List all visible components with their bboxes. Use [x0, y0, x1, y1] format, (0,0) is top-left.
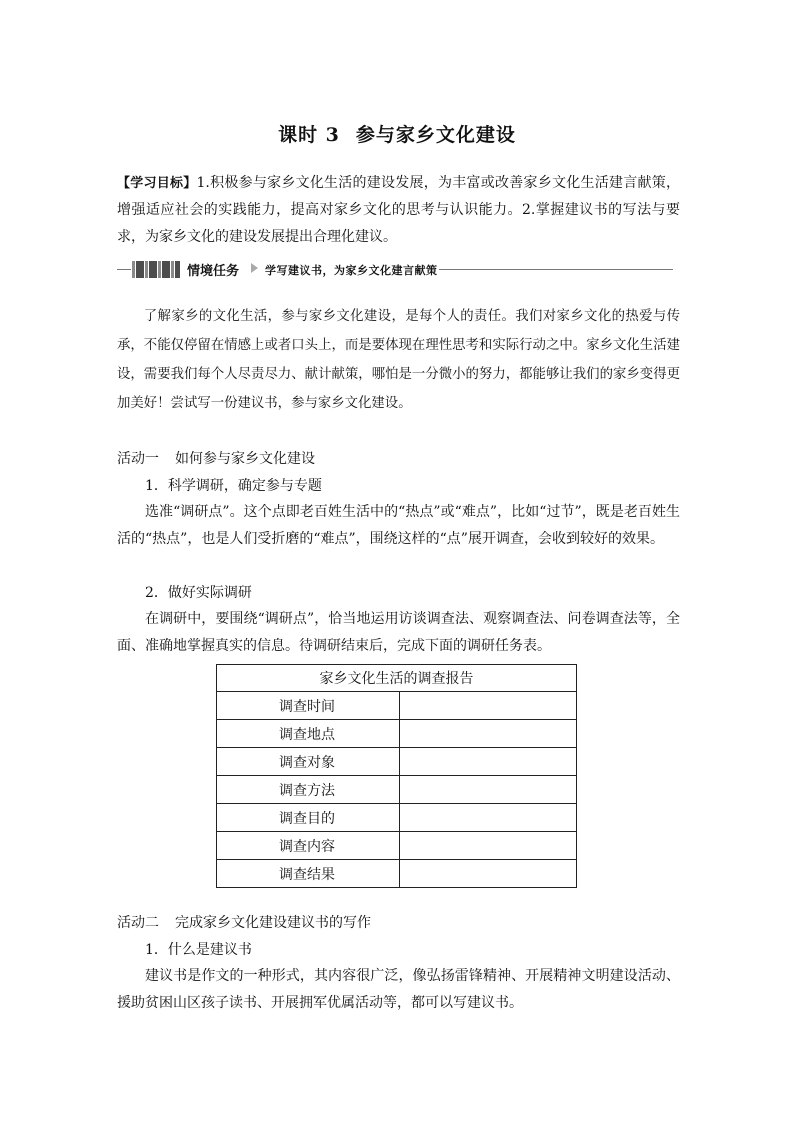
table-row	[217, 860, 577, 888]
survey-row-label	[217, 804, 400, 832]
survey-table-caption: 家乡文化生活的调查报告	[217, 665, 577, 692]
survey-row-label-text: 调查目的	[279, 810, 335, 827]
survey-table-body	[217, 692, 577, 888]
learning-goals	[117, 170, 680, 251]
survey-row-label	[217, 720, 400, 748]
survey-row-label-text: 调查对象	[279, 754, 335, 771]
survey-row-label	[217, 860, 400, 888]
triangle-arrow-icon	[251, 263, 258, 273]
task-banner	[117, 258, 673, 282]
survey-table-caption-row	[217, 665, 577, 692]
table-row	[217, 832, 577, 860]
survey-report-table	[216, 664, 577, 888]
survey-row-answer-cell[interactable]	[400, 832, 577, 860]
survey-row-answer-cell[interactable]	[400, 692, 577, 720]
activity-one-label: 活动一	[117, 451, 159, 467]
table-row	[217, 748, 577, 776]
activity-two-step-one-text: 建议书是作文的一种形式，其内容很广泛，像弘扬雷锋精神、开展精神文明建设活动、援助贫困山区孩子读书、开展拥军优属活动等，都可以写建议书。	[117, 968, 680, 1011]
survey-row-label	[217, 776, 400, 804]
table-row	[217, 692, 577, 720]
activity-one-step-two-text: 在调研中，要围绕“调研点”，恰当地运用访谈调查法、观察调查法、问卷调查法等，全面、准确地掌握真实的信息。待调研结束后，完成下面的调研任务表。	[117, 611, 680, 654]
activity-one-heading	[117, 447, 315, 471]
banner-task: 学写建议书，为家乡文化建言献策	[265, 264, 438, 277]
survey-row-answer-cell[interactable]	[400, 804, 577, 832]
survey-row-label-text: 调查地点	[279, 726, 335, 743]
activity-two-heading	[117, 911, 371, 935]
survey-row-label-text: 调查内容	[279, 838, 335, 855]
activity-two-label: 活动二	[117, 915, 159, 931]
survey-row-label-text: 调查时间	[279, 698, 335, 715]
activity-two-step-one-heading: 1．什么是建议书	[145, 942, 252, 958]
activity-one-step-two-heading: 2．做好实际调研	[145, 585, 252, 601]
survey-row-answer-cell[interactable]	[400, 748, 577, 776]
survey-row-label	[217, 692, 400, 720]
lesson-name: 参与家乡文化建设	[355, 124, 516, 146]
survey-row-label-text: 调查方法	[279, 782, 335, 799]
survey-row-label	[217, 748, 400, 776]
learning-goals-text: 1.积极参与家乡文化生活的建设发展，为丰富或改善家乡文化生活建言献策，增强适应社会的实践能力，提高对家乡文化的思考与认识能力。2.掌握建议书的写法与要求，为家乡文化的建设发展提出合理化建议。	[117, 175, 680, 245]
survey-row-answer-cell[interactable]	[400, 720, 577, 748]
survey-row-answer-cell[interactable]	[400, 860, 577, 888]
table-row	[217, 720, 577, 748]
activity-two-title: 完成家乡文化建设建议书的写作	[175, 915, 371, 931]
table-row	[217, 776, 577, 804]
banner-rule-right	[439, 269, 673, 270]
banner-label: 情境任务	[187, 264, 240, 279]
banner-blocks-decoration	[132, 261, 180, 278]
survey-row-label-text: 调查结果	[279, 866, 335, 883]
activity-one-step-one-text: 选准“调研点”。这个点即老百姓生活中的“热点”或“难点”，比如“过节”，既是老百姓生活的“热点”，也是人们受折磨的“难点”，围绕这样的“点”展开调查，会收到较好的效果。	[117, 504, 680, 547]
survey-row-label	[217, 832, 400, 860]
learning-goals-tag: 【学习目标】	[117, 176, 197, 191]
intro-paragraph: 了解家乡的文化生活，参与家乡文化建设，是每个人的责任。我们对家乡文化的热爱与传承，不能仅停留在情感上或者口头上，而是要体现在理性思考和实际行动之中。家乡文化生活建设，需要我们每个人尽责尽力、献计献策，哪怕是一分微小的努力，都能够让我们的家乡变得更加美好！尝试写一份建议书，参与家乡文化建设。	[117, 309, 680, 411]
lesson-number: 课时 3	[278, 124, 340, 146]
table-row	[217, 804, 577, 832]
lesson-title	[0, 120, 794, 147]
activity-one-step-one-heading: 1．科学调研，确定参与专题	[145, 478, 322, 494]
activity-one-title: 如何参与家乡文化建设	[175, 451, 315, 467]
banner-rule-left	[117, 269, 131, 270]
survey-row-answer-cell[interactable]	[400, 776, 577, 804]
